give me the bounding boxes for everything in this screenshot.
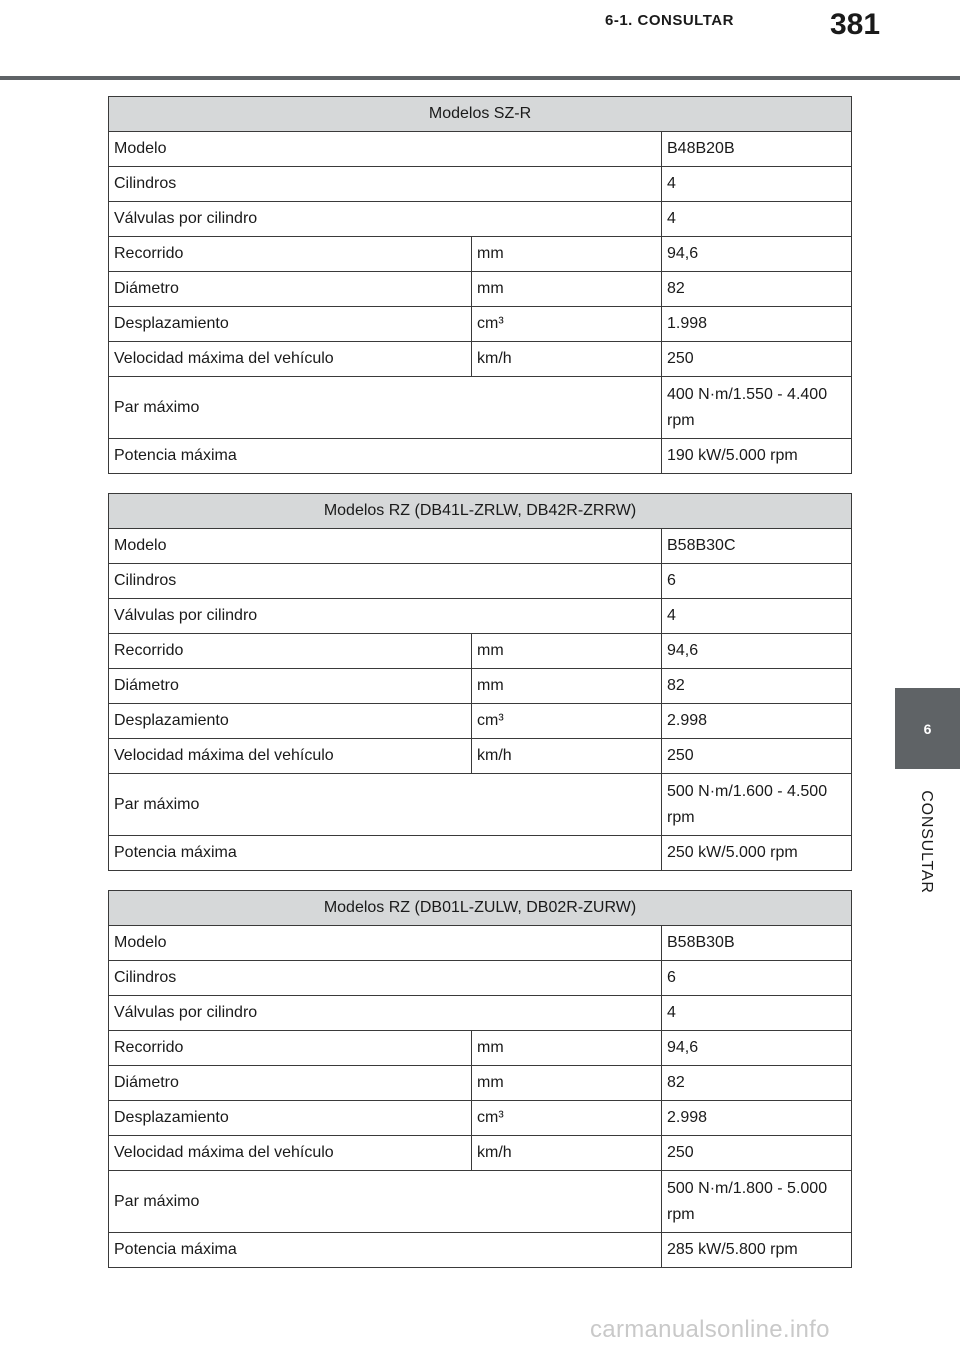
row-value: 4 xyxy=(662,996,852,1031)
table-row xyxy=(109,599,852,634)
row-value: 94,6 xyxy=(662,1031,852,1066)
row-value: 82 xyxy=(662,272,852,307)
row-label: Válvulas por cilindro xyxy=(109,202,662,237)
table-row xyxy=(109,377,852,439)
row-unit: mm xyxy=(472,1031,662,1066)
table-row xyxy=(109,202,852,237)
chapter-tab-number: 6 xyxy=(923,720,932,737)
row-unit: km/h xyxy=(472,1136,662,1171)
table-row xyxy=(109,634,852,669)
spec-table-rz-zulw xyxy=(108,890,852,1268)
chapter-tab[interactable] xyxy=(895,688,960,769)
row-label: Válvulas por cilindro xyxy=(109,599,662,634)
table-row xyxy=(109,996,852,1031)
row-value: 6 xyxy=(662,564,852,599)
row-value: 82 xyxy=(662,669,852,704)
row-value: 4 xyxy=(662,599,852,634)
table-row xyxy=(109,529,852,564)
row-label: Diámetro xyxy=(109,1066,472,1101)
row-unit: mm xyxy=(472,237,662,272)
row-value: 250 xyxy=(662,342,852,377)
row-unit: cm³ xyxy=(472,1101,662,1136)
row-value: B58B30C xyxy=(662,529,852,564)
row-unit: km/h xyxy=(472,739,662,774)
table-row xyxy=(109,342,852,377)
row-unit: cm³ xyxy=(472,704,662,739)
row-unit: km/h xyxy=(472,342,662,377)
row-value: 400 N·m/1.550 - 4.400 rpm xyxy=(662,377,852,439)
table-title: Modelos RZ (DB01L-ZULW, DB02R-ZURW) xyxy=(109,891,852,926)
row-label: Potencia máxima xyxy=(109,1233,662,1268)
row-label: Diámetro xyxy=(109,272,472,307)
row-value: 285 kW/5.800 rpm xyxy=(662,1233,852,1268)
row-label: Modelo xyxy=(109,529,662,564)
row-unit: mm xyxy=(472,272,662,307)
row-label: Velocidad máxima del vehículo xyxy=(109,342,472,377)
row-label: Desplazamiento xyxy=(109,1101,472,1136)
row-label: Cilindros xyxy=(109,961,662,996)
row-value: 500 N·m/1.600 - 4.500 rpm xyxy=(662,774,852,836)
row-value: 1.998 xyxy=(662,307,852,342)
table-title-row xyxy=(109,494,852,529)
table-row xyxy=(109,1066,852,1101)
row-label: Par máximo xyxy=(109,774,662,836)
row-value: 2.998 xyxy=(662,1101,852,1136)
table-title-row xyxy=(109,891,852,926)
row-unit: cm³ xyxy=(472,307,662,342)
table-row xyxy=(109,1233,852,1268)
row-value: 250 kW/5.000 rpm xyxy=(662,836,852,871)
row-label: Válvulas por cilindro xyxy=(109,996,662,1031)
row-value: 82 xyxy=(662,1066,852,1101)
row-label: Par máximo xyxy=(109,1171,662,1233)
table-row xyxy=(109,132,852,167)
row-value: 4 xyxy=(662,167,852,202)
table-row xyxy=(109,1031,852,1066)
table-row xyxy=(109,739,852,774)
row-label: Diámetro xyxy=(109,669,472,704)
table-row xyxy=(109,439,852,474)
table-row xyxy=(109,1136,852,1171)
table-row xyxy=(109,704,852,739)
row-value: B48B20B xyxy=(662,132,852,167)
row-value: 500 N·m/1.800 - 5.000 rpm xyxy=(662,1171,852,1233)
row-unit: mm xyxy=(472,669,662,704)
table-row xyxy=(109,564,852,599)
table-row xyxy=(109,167,852,202)
row-label: Modelo xyxy=(109,132,662,167)
table-title: Modelos RZ (DB41L-ZRLW, DB42R-ZRRW) xyxy=(109,494,852,529)
row-label: Par máximo xyxy=(109,377,662,439)
table-row xyxy=(109,272,852,307)
row-label: Desplazamiento xyxy=(109,704,472,739)
page-number: 381 xyxy=(830,8,881,41)
row-label: Potencia máxima xyxy=(109,836,662,871)
table-title: Modelos SZ-R xyxy=(109,97,852,132)
row-label: Velocidad máxima del vehículo xyxy=(109,739,472,774)
section-title: 6-1. CONSULTAR xyxy=(605,12,734,29)
table-row xyxy=(109,774,852,836)
row-label: Recorrido xyxy=(109,237,472,272)
row-value: 94,6 xyxy=(662,237,852,272)
row-label: Recorrido xyxy=(109,1031,472,1066)
row-label: Velocidad máxima del vehículo xyxy=(109,1136,472,1171)
table-row xyxy=(109,1101,852,1136)
table-row xyxy=(109,669,852,704)
watermark-text: carmanualsonline.info xyxy=(590,1316,830,1343)
row-unit: mm xyxy=(472,634,662,669)
row-label: Cilindros xyxy=(109,564,662,599)
table-row xyxy=(109,307,852,342)
table-row xyxy=(109,1171,852,1233)
chapter-tab-label: CONSULTAR xyxy=(918,790,935,894)
spec-table-szr xyxy=(108,96,852,474)
table-row xyxy=(109,961,852,996)
row-label: Recorrido xyxy=(109,634,472,669)
row-value: 94,6 xyxy=(662,634,852,669)
table-title-row xyxy=(109,97,852,132)
row-label: Potencia máxima xyxy=(109,439,662,474)
table-row xyxy=(109,237,852,272)
row-value: 250 xyxy=(662,1136,852,1171)
row-label: Desplazamiento xyxy=(109,307,472,342)
table-row xyxy=(109,836,852,871)
row-value: 250 xyxy=(662,739,852,774)
row-label: Cilindros xyxy=(109,167,662,202)
row-value: 2.998 xyxy=(662,704,852,739)
row-value: 6 xyxy=(662,961,852,996)
row-label: Modelo xyxy=(109,926,662,961)
row-value: B58B30B xyxy=(662,926,852,961)
row-unit: mm xyxy=(472,1066,662,1101)
row-value: 190 kW/5.000 rpm xyxy=(662,439,852,474)
table-row xyxy=(109,926,852,961)
header-divider xyxy=(0,76,960,80)
row-value: 4 xyxy=(662,202,852,237)
spec-table-rz-zrlw xyxy=(108,493,852,871)
